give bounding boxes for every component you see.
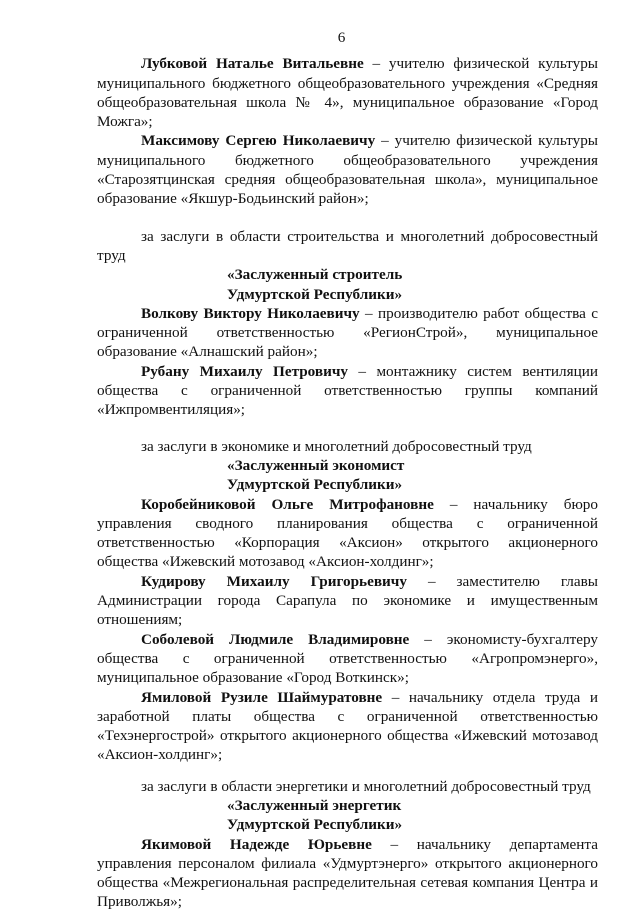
award-title-line: «Заслуженный строитель bbox=[227, 266, 403, 284]
award-entry bbox=[97, 630, 598, 688]
recipient-name: Ямиловой Рузиле Шаймуратовне bbox=[141, 688, 383, 706]
recipient-name: Максимову Сергею Николаевичу bbox=[141, 132, 376, 150]
award-title-line: «Заслуженный экономист bbox=[227, 456, 405, 474]
recipient-name: Волкову Виктору Николаевичу bbox=[141, 304, 360, 322]
recipient-description: – начальнику бюро управления сводного планирования общества с ограниченной ответственностью «Корпорация «Аксион» открытого акционерного общества «Ижевский мотозавод «Аксион-холдинг»; bbox=[97, 495, 598, 571]
recipient-name: Якимовой Надежде Юрьевне bbox=[141, 835, 372, 853]
award-entry bbox=[97, 362, 598, 420]
recipient-name: Рубану Михаилу Петровичу bbox=[141, 362, 348, 380]
recipient-description: – учителю физической культуры муниципального бюджетного общеобразовательного учреждения «Старозятцинская средняя общеобразовательная школа», муниципальное образование «Якшур-Бодьинский район»; bbox=[97, 132, 598, 208]
award-title-construction bbox=[97, 265, 598, 304]
recipient-name: Соболевой Людмиле Владимировне bbox=[141, 630, 410, 648]
recipient-name: Кудирову Михаилу Григорьевичу bbox=[141, 572, 407, 590]
recipient-name: Коробейниковой Ольге Митрофановне bbox=[141, 495, 434, 513]
award-title-line: Удмуртской Республики» bbox=[227, 816, 403, 834]
award-entry bbox=[97, 304, 598, 362]
recipient-description: – начальнику отдела труда и заработной платы общества с ограниченной ответственностью «Техэнергострой» открытого акционерного общества «Ижевский мотозавод «Аксион-холдинг»; bbox=[97, 688, 599, 764]
recipient-description: – учителю физической культуры муниципального бюджетного общеобразовательного учреждения «Средняя общеобразовательная школа № 4», муниципальное образование «Город Можга»; bbox=[97, 55, 598, 131]
section-intro-construction: за заслуги в области строительства и многолетний добросовестный труд bbox=[97, 227, 598, 264]
page-number: 6 bbox=[337, 29, 346, 46]
award-entry bbox=[97, 495, 598, 572]
award-entry bbox=[97, 131, 598, 208]
award-title-line: Удмуртской Республики» bbox=[227, 476, 403, 494]
recipient-description: – начальнику департамента управления персоналом филиала «Удмуртэнерго» открытого акционерного общества «Межрегиональная распределительная сетевая компания Центра и Приволжья»; bbox=[97, 835, 598, 911]
award-entry bbox=[97, 572, 598, 630]
recipient-description: – экономисту-бухгалтеру общества с ограниченной ответственностью «Агропромэнерго», муниципальное образование «Город Воткинск»; bbox=[97, 630, 599, 687]
award-title-energy bbox=[97, 796, 598, 835]
award-title-economics bbox=[97, 456, 598, 495]
recipient-description: – заместителю главы Администрации города Сарапула по экономике и имущественным отношениям; bbox=[97, 572, 598, 629]
award-entry bbox=[97, 688, 598, 765]
award-title-line: Удмуртской Республики» bbox=[227, 285, 403, 303]
recipient-description: – производителю работ общества с ограниченной ответственностью «РегионСтрой», муниципальное образование «Алнашский район»; bbox=[97, 304, 598, 361]
award-entry bbox=[97, 835, 598, 912]
recipient-name: Лубковой Наталье Витальевне bbox=[141, 55, 364, 73]
section-intro-economics: за заслуги в экономике и многолетний добросовестный труд bbox=[141, 437, 532, 455]
award-title-line: «Заслуженный энергетик bbox=[227, 796, 402, 814]
recipient-description: – монтажнику систем вентиляции общества с ограниченной ответственностью группы компаний «Ижпромвентиляция»; bbox=[97, 362, 598, 419]
award-entry bbox=[97, 54, 598, 131]
section-intro-energy: за заслуги в области энергетики и многолетний добросовестный труд bbox=[141, 777, 591, 795]
